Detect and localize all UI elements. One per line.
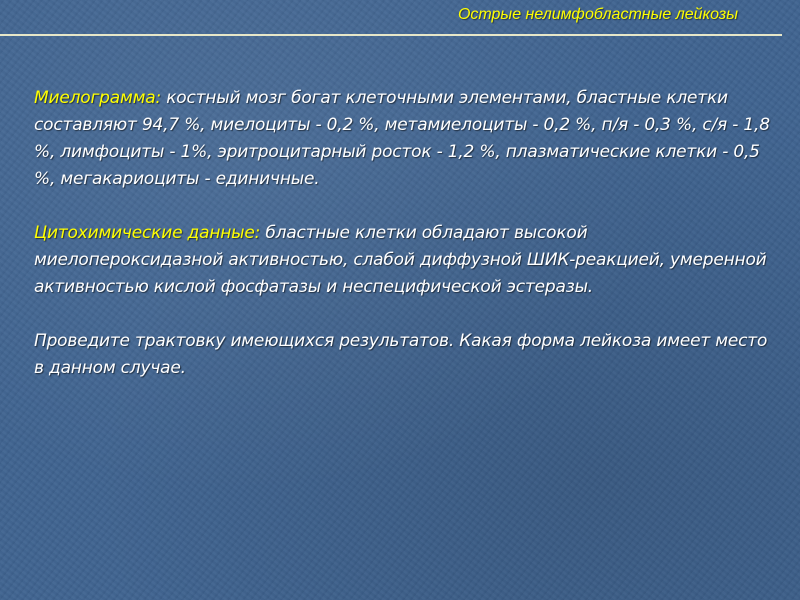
slide-body (34, 85, 770, 409)
cytochemistry-paragraph (34, 220, 770, 301)
cytochemistry-label: Цитохимические данные: (34, 223, 261, 243)
cytochemistry-text: бластные клетки обладают высокой миелопероксидазной активностью, слабой диффузной ШИК-реакцией, умеренной активностью кислой фосфатазы и неспецифической эстеразы. (34, 223, 767, 297)
title-divider (0, 34, 782, 36)
myelogram-label: Миелограмма: (34, 88, 161, 108)
myelogram-paragraph (34, 85, 770, 193)
myelogram-text: костный мозг богат клеточными элементами, бластные клетки составляют 94,7 %, миелоциты - 0,2 %, метамиелоциты - 0,2 %, п/я - 0,3 %, с/я - 1,8 %, лимфоциты - 1%, эритроцитарный росток - 1,2 %, плазматические клетки - 0,5 %, мегакариоциты - единичные. (34, 88, 770, 189)
slide-title: Острые нелимфобластные лейкозы (457, 6, 738, 23)
question-text: Проведите трактовку имеющихся результатов. Какая форма лейкоза имеет место в данном случае. (34, 331, 768, 378)
question-paragraph (34, 328, 770, 382)
